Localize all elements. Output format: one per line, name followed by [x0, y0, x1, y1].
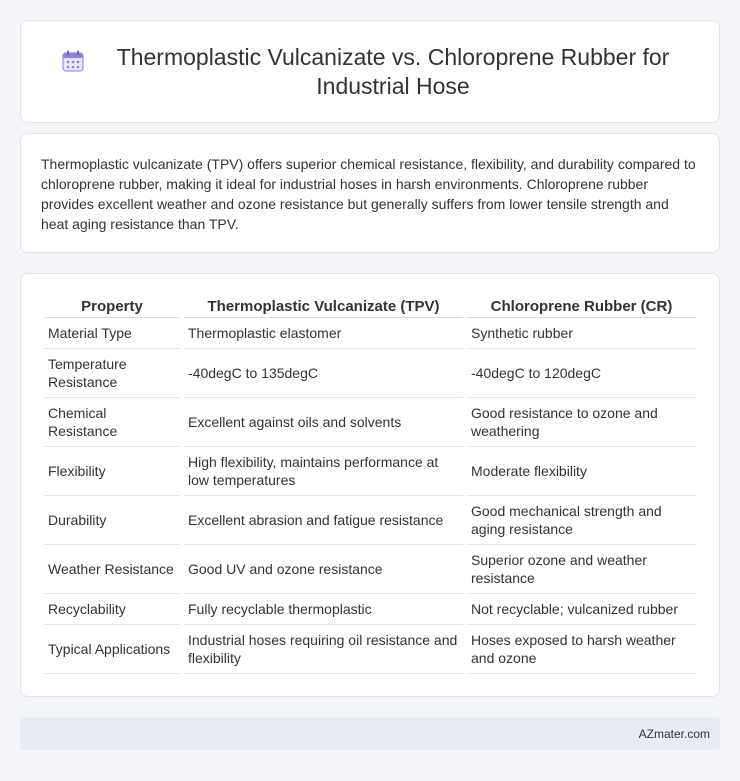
title-card	[20, 20, 720, 123]
row-cr-value: Synthetic rubber	[467, 318, 696, 349]
row-property: Weather Resistance	[44, 545, 180, 594]
row-cr-value: Good mechanical strength and aging resistance	[467, 496, 696, 545]
footer-brand[interactable]: AZmater.com	[638, 726, 710, 741]
table-row	[44, 349, 696, 398]
row-cr-value: Hoses exposed to harsh weather and ozone	[467, 625, 696, 674]
calendar-icon	[61, 49, 85, 73]
row-property: Recyclability	[44, 594, 180, 625]
row-tpv-value: -40degC to 135degC	[184, 349, 463, 398]
row-cr-value: Moderate flexibility	[467, 447, 696, 496]
table-row	[44, 398, 696, 447]
row-property: Chemical Resistance	[44, 398, 180, 447]
title-wrap	[61, 43, 679, 101]
row-property: Material Type	[44, 318, 180, 349]
row-tpv-value: Industrial hoses requiring oil resistance and flexibility	[184, 625, 463, 674]
row-tpv-value: High flexibility, maintains performance at low temperatures	[184, 447, 463, 496]
row-tpv-value: Excellent abrasion and fatigue resistance	[184, 496, 463, 545]
row-cr-value: Superior ozone and weather resistance	[467, 545, 696, 594]
row-property: Temperature Resistance	[44, 349, 180, 398]
row-cr-value: Good resistance to ozone and weathering	[467, 398, 696, 447]
table-row	[44, 447, 696, 496]
table-row	[44, 625, 696, 674]
row-tpv-value: Fully recyclable thermoplastic	[184, 594, 463, 625]
row-cr-value: Not recyclable; vulcanized rubber	[467, 594, 696, 625]
row-property: Typical Applications	[44, 625, 180, 674]
table-row	[44, 496, 696, 545]
row-property: Durability	[44, 496, 180, 545]
comparison-table	[40, 294, 700, 674]
table-header-row	[44, 294, 696, 318]
summary-text: Thermoplastic vulcanizate (TPV) offers superior chemical resistance, flexibility, and durability compared to chloroprene rubber, making it ideal for industrial hoses in harsh environments. Chloroprene rubber provides excellent weather and ozone resistance but generally suffers from lower tensile strength and heat aging resistance than TPV.	[41, 156, 696, 232]
table-row	[44, 594, 696, 625]
row-cr-value: -40degC to 120degC	[467, 349, 696, 398]
row-property: Flexibility	[44, 447, 180, 496]
header-tpv: Thermoplastic Vulcanizate (TPV)	[184, 294, 463, 318]
page-title: Thermoplastic Vulcanizate vs. Chloroprene Rubber for Industrial Hose	[116, 43, 670, 99]
comparison-card	[20, 273, 720, 697]
table-row	[44, 318, 696, 349]
header-property: Property	[44, 294, 180, 318]
table-row	[44, 545, 696, 594]
footer	[20, 717, 720, 750]
header-cr: Chloroprene Rubber (CR)	[467, 294, 696, 318]
row-tpv-value: Excellent against oils and solvents	[184, 398, 463, 447]
row-tpv-value: Thermoplastic elastomer	[184, 318, 463, 349]
summary-card	[20, 133, 720, 253]
row-tpv-value: Good UV and ozone resistance	[184, 545, 463, 594]
